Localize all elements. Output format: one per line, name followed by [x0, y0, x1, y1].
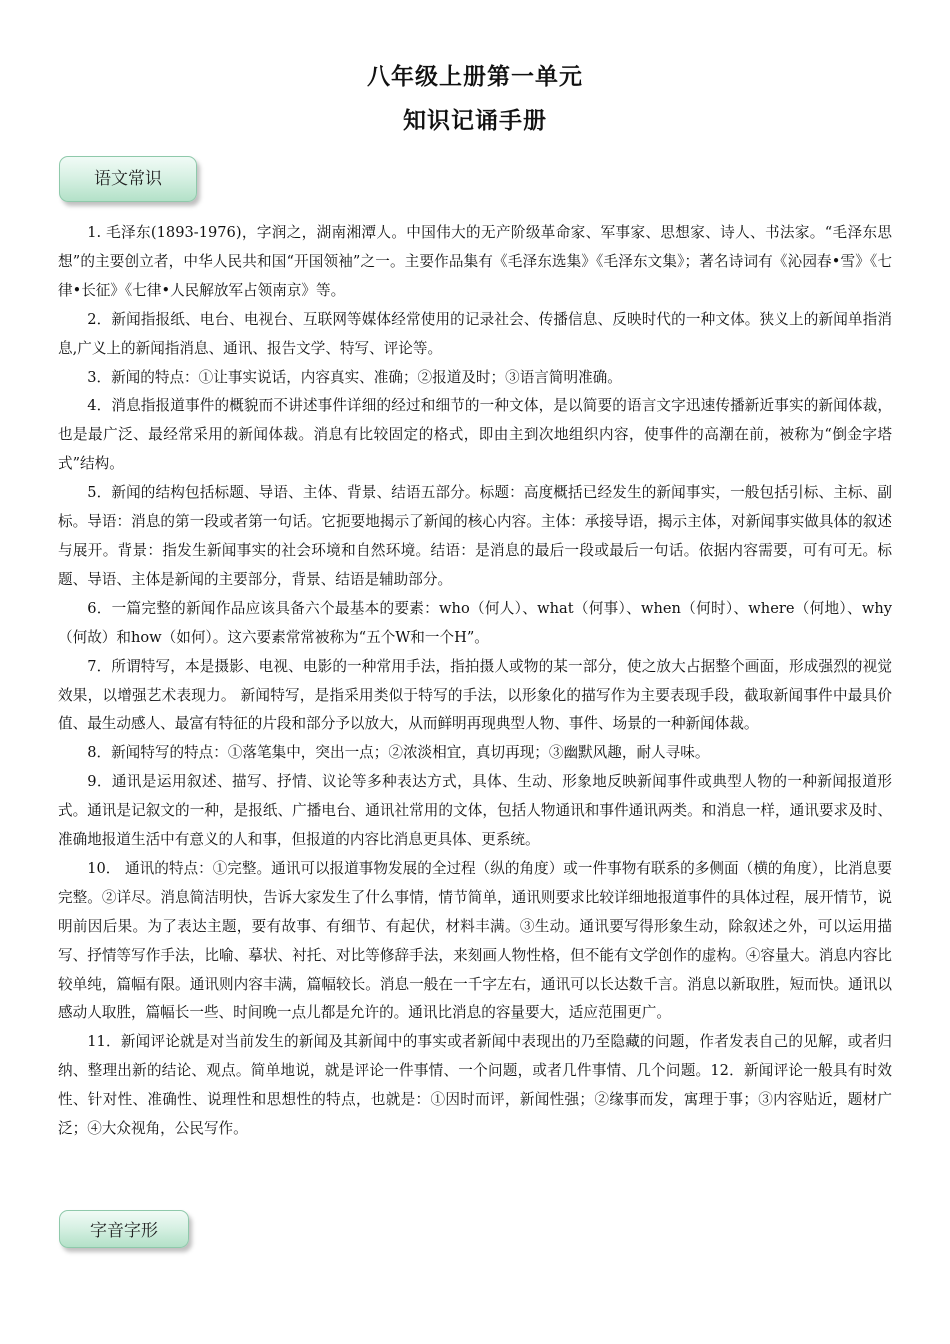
paragraph-10: 10． 通讯的特点：①完整。通讯可以报道事物发展的全过程（纵的角度）或一件事物有联系的多侧面（横的角度），比消息要完整。②详尽。消息简洁明快，告诉大家发生了什么事情，情节简单，通讯则要求比较详细地报道事件的具体过程，展开情节，说明前因后果。为了表达主题，要有故事、有细节、有起伏，材料丰满。③生动。通讯要写得形象生动，除叙述之外，可以运用描写、抒情等写作手法，比喻、摹状、衬托、对比等修辞手法，来刻画人物性格，但不能有文学创作的虚构。④容量大。消息内容比较单纯，篇幅有限。通讯则内容丰满，篇幅较长。消息一般在一千字左右，通讯可以长达数千言。消息以新取胜，短而快。通讯以感动人取胜，篇幅长一些、时间晚一点儿都是允许的。通讯比消息的容量要大，适应范围更广。 — [58, 859, 892, 1022]
section-body-language-knowledge — [58, 219, 892, 1144]
section-label-language-knowledge: 语文常识 — [59, 156, 197, 202]
page-title: 八年级上册第一单元 — [367, 64, 583, 90]
paragraph-4: 4．消息指报道事件的概貌而不讲述事件详细的经过和细节的一种文体，是以简要的语言文字迅速传播新近事实的新闻体裁，也是最广泛、最经常采用的新闻体裁。消息有比较固定的格式，即由主到次地组织内容，使事件的高潮在前，被称为“倒金字塔式”结构。 — [58, 397, 892, 473]
paragraph-3: 3．新闻的特点：①让事实说话，内容真实、准确；②报道及时；③语言简明准确。 — [87, 368, 622, 386]
page-subtitle: 知识记诵手册 — [403, 108, 547, 134]
paragraph-9: 9．通讯是运用叙述、描写、抒情、议论等多种表达方式，具体、生动、形象地反映新闻事件或典型人物的一种新闻报道形式。通讯是记叙文的一种，是报纸、广播电台、通讯社常用的文体，包括人物通讯和事件通讯两类。和消息一样，通讯要求及时、准确地报道生活中有意义的人和事，但报道的内容比消息更具体、更系统。 — [58, 773, 892, 849]
paragraph-1: 1. 毛泽东(1893-1976)，字润之，湖南湘潭人。中国伟大的无产阶级革命家、军事家、思想家、诗人、书法家。“毛泽东思想”的主要创立者，中华人民共和国“开国领袖”之一。主要作品集有《毛泽东选集》《毛泽东文集》；著名诗词有《沁园春•雪》《七律•长征》《七律•人民解放军占领南京》等。 — [58, 224, 892, 299]
section-label-pronunciation-writing: 字音字形 — [59, 1210, 189, 1248]
paragraph-7: 7．所谓特写，本是摄影、电视、电影的一种常用手法，指拍摄人或物的某一部分，使之放大占据整个画面，形成强烈的视觉效果，以增强艺术表现力。 新闻特写，是指采用类似于特写的手法，以形象化的描写作为主要表现手段，截取新闻事件中最具价值、最生动感人、最富有特征的片段和部分予以放大，从而鲜明再现典型人物、事件、场景的一种新闻体裁。 — [58, 657, 892, 733]
paragraph-5: 5．新闻的结构包括标题、导语、主体、背景、结语五部分。标题：高度概括已经发生的新闻事实，一般包括引标、主标、副标。导语：消息的第一段或者第一句话。它扼要地揭示了新闻的核心内容。主体：承接导语，揭示主体，对新闻事实做具体的叙述与展开。背景：指发生新闻事实的社会环境和自然环境。结语：是消息的最后一段或最后一句话。依据内容需要，可有可无。标题、导语、主体是新闻的主要部分，背景、结语是辅助部分。 — [58, 484, 892, 588]
paragraph-11: 11．新闻评论就是对当前发生的新闻及其新闻中的事实或者新闻中表现出的乃至隐藏的问题，作者发表自己的见解，或者归纳、整理出新的结论、观点。简单地说，就是评论一件事情、一个问题，或者几件事情、几个问题。12．新闻评论一般具有时效性、针对性、准确性、说理性和思想性的特点，也就是：①因时而评，新闻性强；②缘事而发，寓理于事；③内容贴近，题材广泛；④大众视角，公民写作。 — [58, 1033, 892, 1138]
paragraph-2: 2．新闻指报纸、电台、电视台、互联网等媒体经常使用的记录社会、传播信息、反映时代的一种文体。狭义上的新闻单指消息,广义上的新闻指消息、通讯、报告文学、特写、评论等。 — [58, 310, 892, 357]
paragraph-6: 6．一篇完整的新闻作品应该具备六个最基本的要素：who（何人）、what（何事）、when（何时）、where（何地）、why（何故）和how（如何）。这六要素常常被称为“五个W和一个H”。 — [58, 599, 892, 646]
paragraph-8: 8．新闻特写的特点：①落笔集中，突出一点；②浓淡相宜，真切再现；③幽默风趣，耐人寻味。 — [87, 744, 710, 762]
